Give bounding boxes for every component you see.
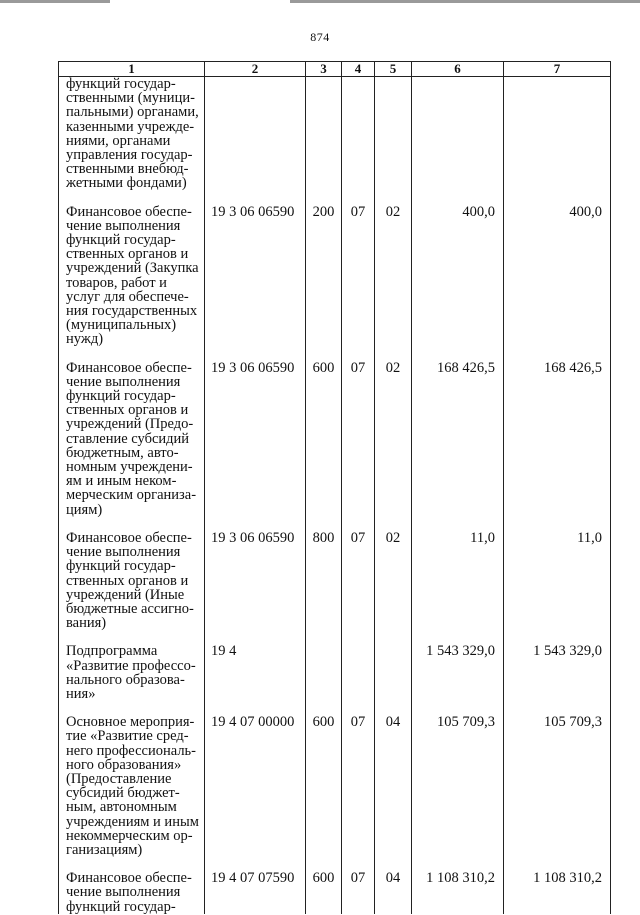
description-cell	[59, 77, 205, 191]
sum2-cell: 105 709,3	[504, 715, 611, 857]
col-header-2: 2	[205, 62, 306, 77]
page-number: 874	[310, 30, 330, 44]
col-header-4: 4	[342, 62, 375, 77]
sum2-cell: 168 426,5	[504, 361, 611, 517]
table-row	[59, 361, 611, 517]
description-text: Финансовое обеспе- чение выполнения функций государ-	[66, 870, 192, 915]
row-spacer	[59, 630, 611, 644]
code-cell: 19 4	[205, 644, 306, 701]
row-spacer	[59, 191, 611, 205]
sum1-cell: 400,0	[412, 205, 504, 347]
description-cell	[59, 871, 205, 914]
sum2-cell: 1 543 329,0	[504, 644, 611, 701]
vr-cell: 600	[306, 715, 342, 857]
scan-edge-left	[0, 0, 110, 3]
vr-cell: 600	[306, 361, 342, 517]
sum2-cell: 1 108 310,2	[504, 871, 611, 914]
code-cell: 19 3 06 06590	[205, 361, 306, 517]
code-cell: 19 4 07 00000	[205, 715, 306, 857]
rz-cell: 07	[342, 205, 375, 347]
col-header-5: 5	[375, 62, 412, 77]
row-spacer	[59, 517, 611, 531]
description-text: Финансовое обеспе- чение выполнения функций государ- ственных органов и учреждений (Закупка товаров, работ и услуг для обеспече- ния государственных (муниципальных) нужд)	[66, 203, 199, 348]
description-cell	[59, 205, 205, 347]
table-row	[59, 205, 611, 347]
description-text: Финансовое обеспе- чение выполнения функций государ- ственных органов и учреждений (Иные бюджетные ассигно- вания)	[66, 529, 194, 632]
col-header-3: 3	[306, 62, 342, 77]
col-header-7: 7	[504, 62, 611, 77]
sum2-cell: 11,0	[504, 531, 611, 630]
rz-cell: 07	[342, 871, 375, 914]
col-header-1: 1	[59, 62, 205, 77]
table-row	[59, 644, 611, 701]
description-text: Подпрограмма «Развитие профессо- нального образова- ния»	[66, 643, 196, 702]
description-cell	[59, 644, 205, 701]
vr-cell	[306, 644, 342, 701]
description-text: Основное мероприя- тие «Развитие сред- него профессиональ- ного образования» (Предоставление субсидий бюджет- ным, автономным учреждениям и иным некоммерческим ор- ганизациям)	[66, 714, 199, 858]
pr-cell	[375, 77, 412, 191]
rz-cell	[342, 644, 375, 701]
description-text: функций государ- ственными (муници- пальными) органами, казенными учрежде- ниями, органами управления государ- ственными внебюд- жетными фондами)	[66, 76, 199, 192]
vr-cell	[306, 77, 342, 191]
table-row	[59, 715, 611, 857]
rz-cell	[342, 77, 375, 191]
vr-cell: 200	[306, 205, 342, 347]
pr-cell: 04	[375, 871, 412, 914]
sum1-cell	[412, 77, 504, 191]
code-cell: 19 3 06 06590	[205, 205, 306, 347]
code-cell: 19 4 07 07590	[205, 871, 306, 914]
scan-edge-right	[290, 0, 640, 3]
sum2-cell: 400,0	[504, 205, 611, 347]
pr-cell	[375, 644, 412, 701]
sum1-cell: 1 108 310,2	[412, 871, 504, 914]
rz-cell: 07	[342, 715, 375, 857]
code-cell	[205, 77, 306, 191]
pr-cell: 02	[375, 361, 412, 517]
description-text: Финансовое обеспе- чение выполнения функций государ- ственных органов и учреждений (Предо- ставление субсидий бюджетным, авто- номным учреждени- ям и иным неком- мерческим организа- циям)	[66, 359, 197, 518]
row-spacer	[59, 347, 611, 361]
code-cell: 19 3 06 06590	[205, 531, 306, 630]
sum1-cell: 1 543 329,0	[412, 644, 504, 701]
table-row	[59, 871, 611, 914]
header-row	[59, 62, 611, 77]
vr-cell: 600	[306, 871, 342, 914]
pr-cell: 02	[375, 205, 412, 347]
row-spacer	[59, 701, 611, 715]
description-cell	[59, 715, 205, 857]
col-header-6: 6	[412, 62, 504, 77]
sum1-cell: 11,0	[412, 531, 504, 630]
sum1-cell: 168 426,5	[412, 361, 504, 517]
pr-cell: 02	[375, 531, 412, 630]
description-cell	[59, 531, 205, 630]
row-spacer	[59, 857, 611, 871]
table-row	[59, 531, 611, 630]
description-cell	[59, 361, 205, 517]
vr-cell: 800	[306, 531, 342, 630]
sum2-cell	[504, 77, 611, 191]
pr-cell: 04	[375, 715, 412, 857]
rz-cell: 07	[342, 361, 375, 517]
sum1-cell: 105 709,3	[412, 715, 504, 857]
table-row	[59, 77, 611, 191]
rz-cell: 07	[342, 531, 375, 630]
budget-table	[58, 61, 611, 914]
